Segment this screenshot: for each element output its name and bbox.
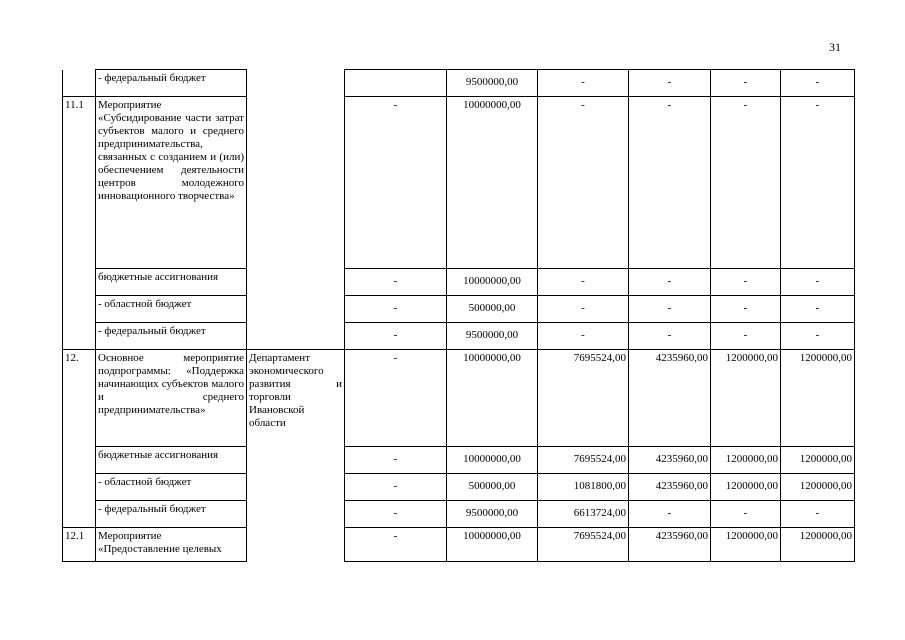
amount-year-4: -	[781, 97, 855, 269]
amount-year-1: -	[538, 97, 629, 269]
executor-cell	[247, 70, 345, 350]
executor-cell: Департамент экономического развития и торговли Ивановской области	[247, 350, 345, 562]
row-label: Мероприятие «Предоставление целевых	[96, 528, 247, 562]
amount-year-1: 7695524,00	[538, 350, 629, 447]
amount-year-0: 10000000,00	[447, 447, 538, 474]
amount-year-2: -	[629, 323, 711, 350]
table-row	[63, 269, 855, 296]
amount-year-2: 4235960,00	[629, 447, 711, 474]
amount-year-1: 7695524,00	[538, 447, 629, 474]
amount-year-4: -	[781, 269, 855, 296]
row-number-cell	[63, 70, 96, 97]
row-label: Мероприятие «Субсидирование части затрат субъектов малого и среднего предпринимательства, связанных с созданием и (или) обеспечением деятельности центров молодежного инновационного творчества»	[96, 97, 247, 269]
row-number-cell: 12.1	[63, 528, 96, 562]
table-row	[63, 296, 855, 323]
amount-year-0: 10000000,00	[447, 528, 538, 562]
row-label: Основное мероприятие подпрограммы: «Поддержка начинающих субъектов малого и среднего предпринимательства»	[96, 350, 247, 447]
amount-year-4: 1200000,00	[781, 350, 855, 447]
amount-year-4: 1200000,00	[781, 474, 855, 501]
table-row	[63, 350, 855, 447]
table-row	[63, 323, 855, 350]
amount-year-2: 4235960,00	[629, 474, 711, 501]
row-label: - областной бюджет	[96, 474, 247, 501]
code-cell: -	[345, 501, 447, 528]
amount-year-2: -	[629, 269, 711, 296]
code-cell	[345, 70, 447, 97]
amount-year-3: 1200000,00	[711, 528, 781, 562]
amount-year-3: -	[711, 323, 781, 350]
amount-year-2: 4235960,00	[629, 528, 711, 562]
code-cell: -	[345, 296, 447, 323]
amount-year-4: -	[781, 501, 855, 528]
amount-year-1: -	[538, 70, 629, 97]
amount-year-1: 7695524,00	[538, 528, 629, 562]
table-row	[63, 447, 855, 474]
amount-year-0: 9500000,00	[447, 70, 538, 97]
row-label: - федеральный бюджет	[96, 323, 247, 350]
code-cell: -	[345, 474, 447, 501]
row-label: - федеральный бюджет	[96, 501, 247, 528]
amount-year-4: -	[781, 323, 855, 350]
amount-year-0: 10000000,00	[447, 269, 538, 296]
amount-year-3: -	[711, 501, 781, 528]
code-cell: -	[345, 528, 447, 562]
amount-year-0: 9500000,00	[447, 501, 538, 528]
row-label: бюджетные ассигнования	[96, 447, 247, 474]
code-cell: -	[345, 447, 447, 474]
amount-year-4: 1200000,00	[781, 528, 855, 562]
amount-year-3: -	[711, 70, 781, 97]
page-number: 31	[829, 40, 841, 54]
code-cell: -	[345, 323, 447, 350]
amount-year-2: -	[629, 296, 711, 323]
amount-year-1: 1081800,00	[538, 474, 629, 501]
table-row	[63, 501, 855, 528]
amount-year-1: -	[538, 269, 629, 296]
amount-year-2: 4235960,00	[629, 350, 711, 447]
amount-year-0: 9500000,00	[447, 323, 538, 350]
code-cell: -	[345, 269, 447, 296]
budget-table	[62, 69, 855, 562]
amount-year-3: -	[711, 296, 781, 323]
amount-year-0: 10000000,00	[447, 97, 538, 269]
table-row	[63, 528, 855, 562]
amount-year-2: -	[629, 70, 711, 97]
table-row	[63, 70, 855, 97]
code-cell: -	[345, 350, 447, 447]
amount-year-2: -	[629, 501, 711, 528]
amount-year-3: 1200000,00	[711, 350, 781, 447]
row-label: бюджетные ассигнования	[96, 269, 247, 296]
table-row	[63, 97, 855, 269]
amount-year-4: -	[781, 70, 855, 97]
row-label: - областной бюджет	[96, 296, 247, 323]
amount-year-3: -	[711, 269, 781, 296]
row-label: - федеральный бюджет	[96, 70, 247, 97]
amount-year-0: 10000000,00	[447, 350, 538, 447]
row-number-cell: 12.	[63, 350, 96, 528]
amount-year-0: 500000,00	[447, 474, 538, 501]
amount-year-3: 1200000,00	[711, 447, 781, 474]
amount-year-1: 6613724,00	[538, 501, 629, 528]
amount-year-0: 500000,00	[447, 296, 538, 323]
amount-year-3: 1200000,00	[711, 474, 781, 501]
amount-year-4: 1200000,00	[781, 447, 855, 474]
amount-year-4: -	[781, 296, 855, 323]
amount-year-1: -	[538, 296, 629, 323]
code-cell: -	[345, 97, 447, 269]
amount-year-3: -	[711, 97, 781, 269]
table-row	[63, 474, 855, 501]
amount-year-2: -	[629, 97, 711, 269]
row-number-cell: 11.1	[63, 97, 96, 350]
amount-year-1: -	[538, 323, 629, 350]
